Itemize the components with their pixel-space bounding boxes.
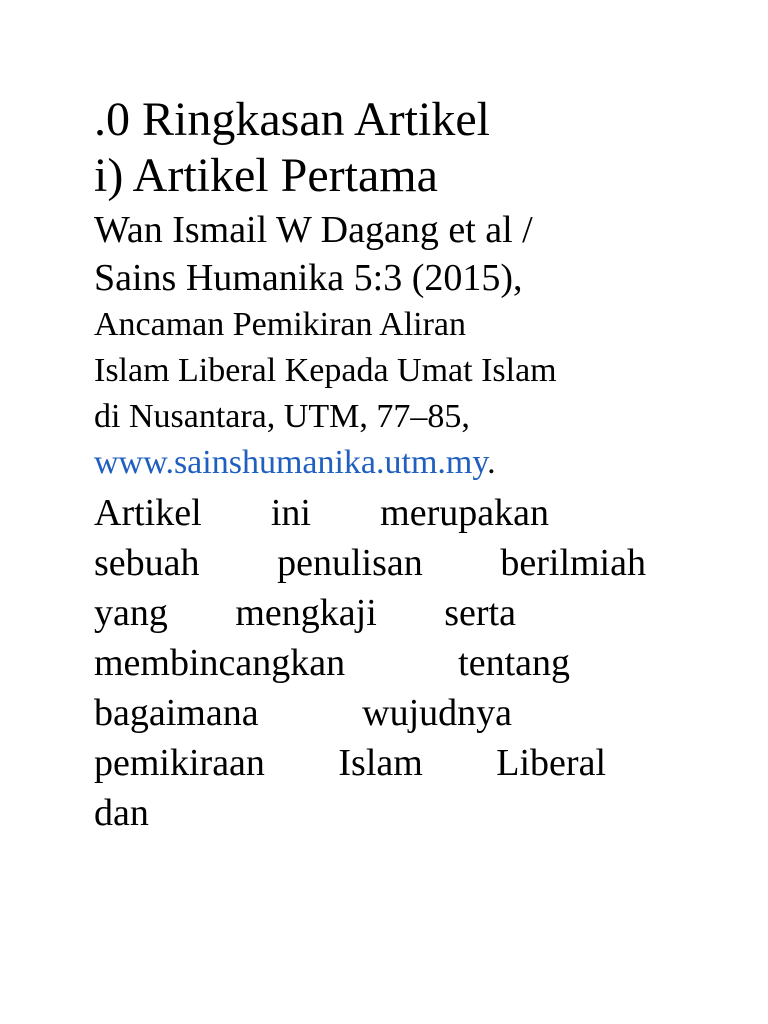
body-word: Islam: [338, 742, 423, 784]
body-word: tentang: [458, 642, 570, 684]
document-page: [94, 92, 684, 838]
body-word: mengkaji: [235, 592, 377, 634]
citation-title-line-2: Islam Liberal Kepada Umat Islam: [94, 352, 557, 389]
body-word: Artikel: [94, 492, 202, 534]
body-word: dan: [94, 792, 149, 834]
body-word: bagaimana: [94, 692, 259, 734]
citation-url-link[interactable]: www.sainshumanika.utm.my: [94, 444, 488, 481]
body-word: Liberal: [496, 742, 606, 784]
article-summary-body: [94, 488, 684, 838]
body-line: [94, 538, 646, 588]
body-word: serta: [444, 592, 516, 634]
body-word: berilmiah: [500, 542, 646, 584]
citation-journal: Sains Humanika 5:3 (2015),: [94, 257, 523, 299]
body-line: [94, 638, 570, 688]
body-line: [94, 588, 516, 638]
body-word: sebuah: [94, 542, 200, 584]
citation-publisher: di Nusantara, UTM, 77–85,: [94, 398, 470, 435]
body-word: pemikiraan: [94, 742, 265, 784]
citation-authors: Wan Ismail W Dagang et al /: [94, 209, 533, 251]
body-line: [94, 738, 606, 788]
body-line: [94, 788, 684, 838]
body-line: [94, 688, 512, 738]
body-word: ini: [270, 492, 311, 534]
citation-url-line: [94, 440, 684, 486]
body-word: membincangkan: [94, 642, 346, 684]
body-word: merupakan: [380, 492, 549, 534]
body-word: penulisan: [277, 542, 423, 584]
body-word: wujudnya: [362, 692, 512, 734]
citation-title-line-1: Ancaman Pemikiran Aliran: [94, 306, 467, 343]
article-heading: i) Artikel Pertama: [94, 149, 438, 202]
section-heading: .0 Ringkasan Artikel: [94, 93, 490, 146]
body-line: [94, 488, 549, 538]
body-word: yang: [94, 592, 168, 634]
citation-block: [94, 206, 684, 486]
citation-url-suffix: .: [487, 444, 496, 481]
